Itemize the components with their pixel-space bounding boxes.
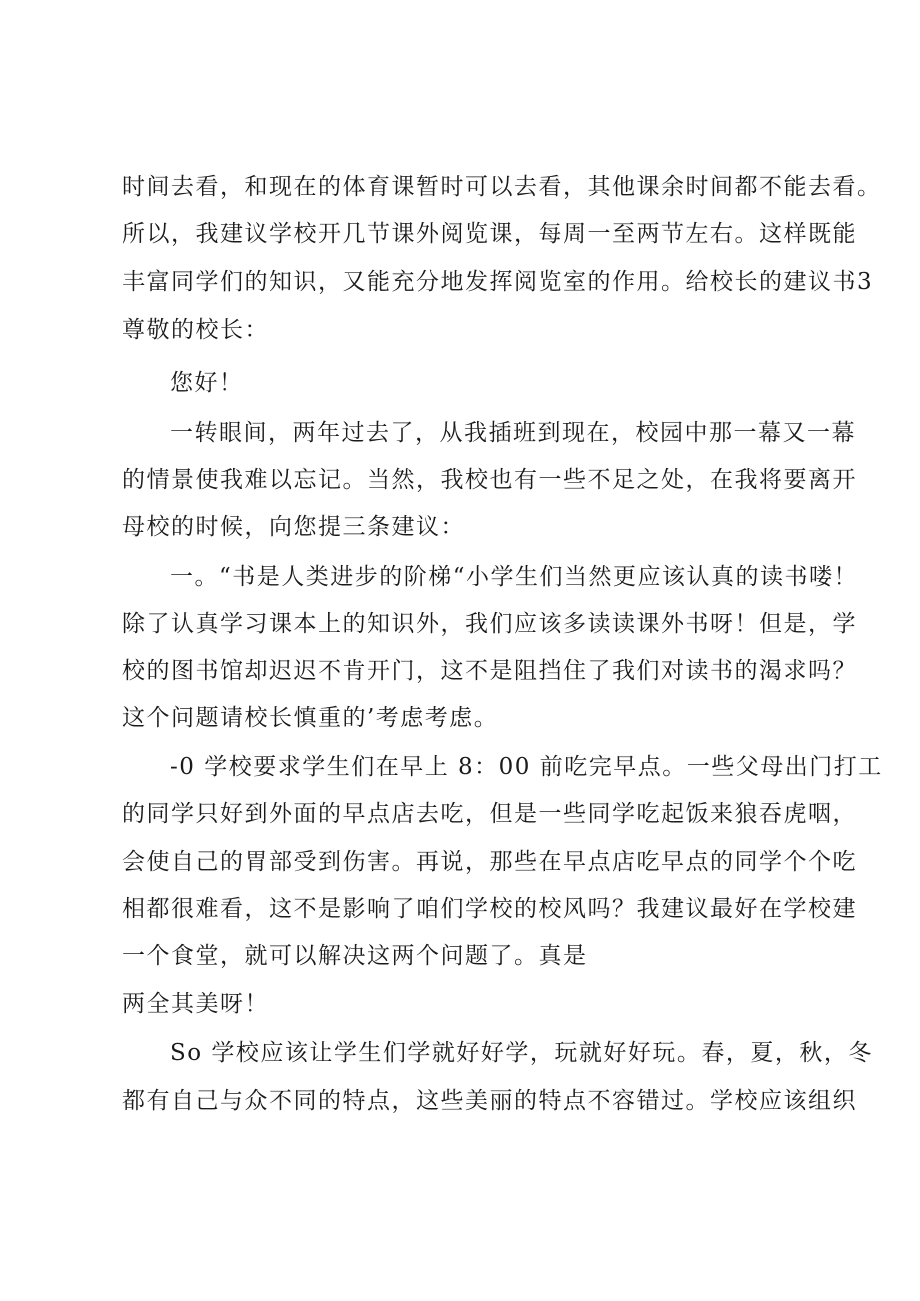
text-line: 都有自己与众不同的特点，这些美丽的特点不容错过。学校应该组织 [122,1088,857,1114]
text-line: 校的图书馆却迟迟不肯开门，这不是阻挡住了我们对读书的渴求吗？ [122,658,857,684]
text-line: 会使自己的胃部受到伤害。再说，那些在早点店吃早点的同学个个吃 [122,849,857,875]
text-line: 一转眼间，两年过去了，从我插班到现在，校园中那一幕又一幕 [170,420,856,446]
text-line: 所以，我建议学校开几节课外阅览课，每周一至两节左右。这样既能 [122,221,857,247]
text-line: 时间去看，和现在的体育课暂时可以去看，其他课余时间都不能去看。 [122,174,882,200]
text-line: 除了认真学习课本上的知识外，我们应该多读读课外书呀！但是，学 [122,611,857,637]
text-line: 的同学只好到外面的早点店去吃，但是一些同学吃起饭来狼吞虎咽， [122,801,857,827]
salutation: 尊敬的校长： [122,317,269,343]
text-line: 母校的时候，向您提三条建议： [122,514,465,540]
text-line: So 学校应该让学生们学就好好学，玩就好好玩。春，夏，秋，冬 [170,1040,873,1066]
text-line: 丰富同学们的知识，又能充分地发挥阅览室的作用。给校长的建议书3 [122,269,874,295]
text-line: 这个问题请校长慎重的’考虑考虑。 [122,705,499,731]
text-line: 的情景使我难以忘记。当然，我校也有一些不足之处，在我将要离开 [122,467,857,493]
text-line: 相都很难看，这不是影响了咱们学校的校风吗？我建议最好在学校建 [122,896,857,922]
text-line: -0 学校要求学生们在早上 8：00 前吃完早点。一些父母出门打工 [170,754,883,780]
text-line: 一。“书是人类进步的阶梯“小学生们当然更应该认真的读书喽！ [170,564,859,590]
greeting: 您好！ [170,370,244,396]
text-line: 两全其美呀！ [122,991,269,1017]
text-line: 一个食堂，就可以解决这两个问题了。真是 [122,943,588,969]
